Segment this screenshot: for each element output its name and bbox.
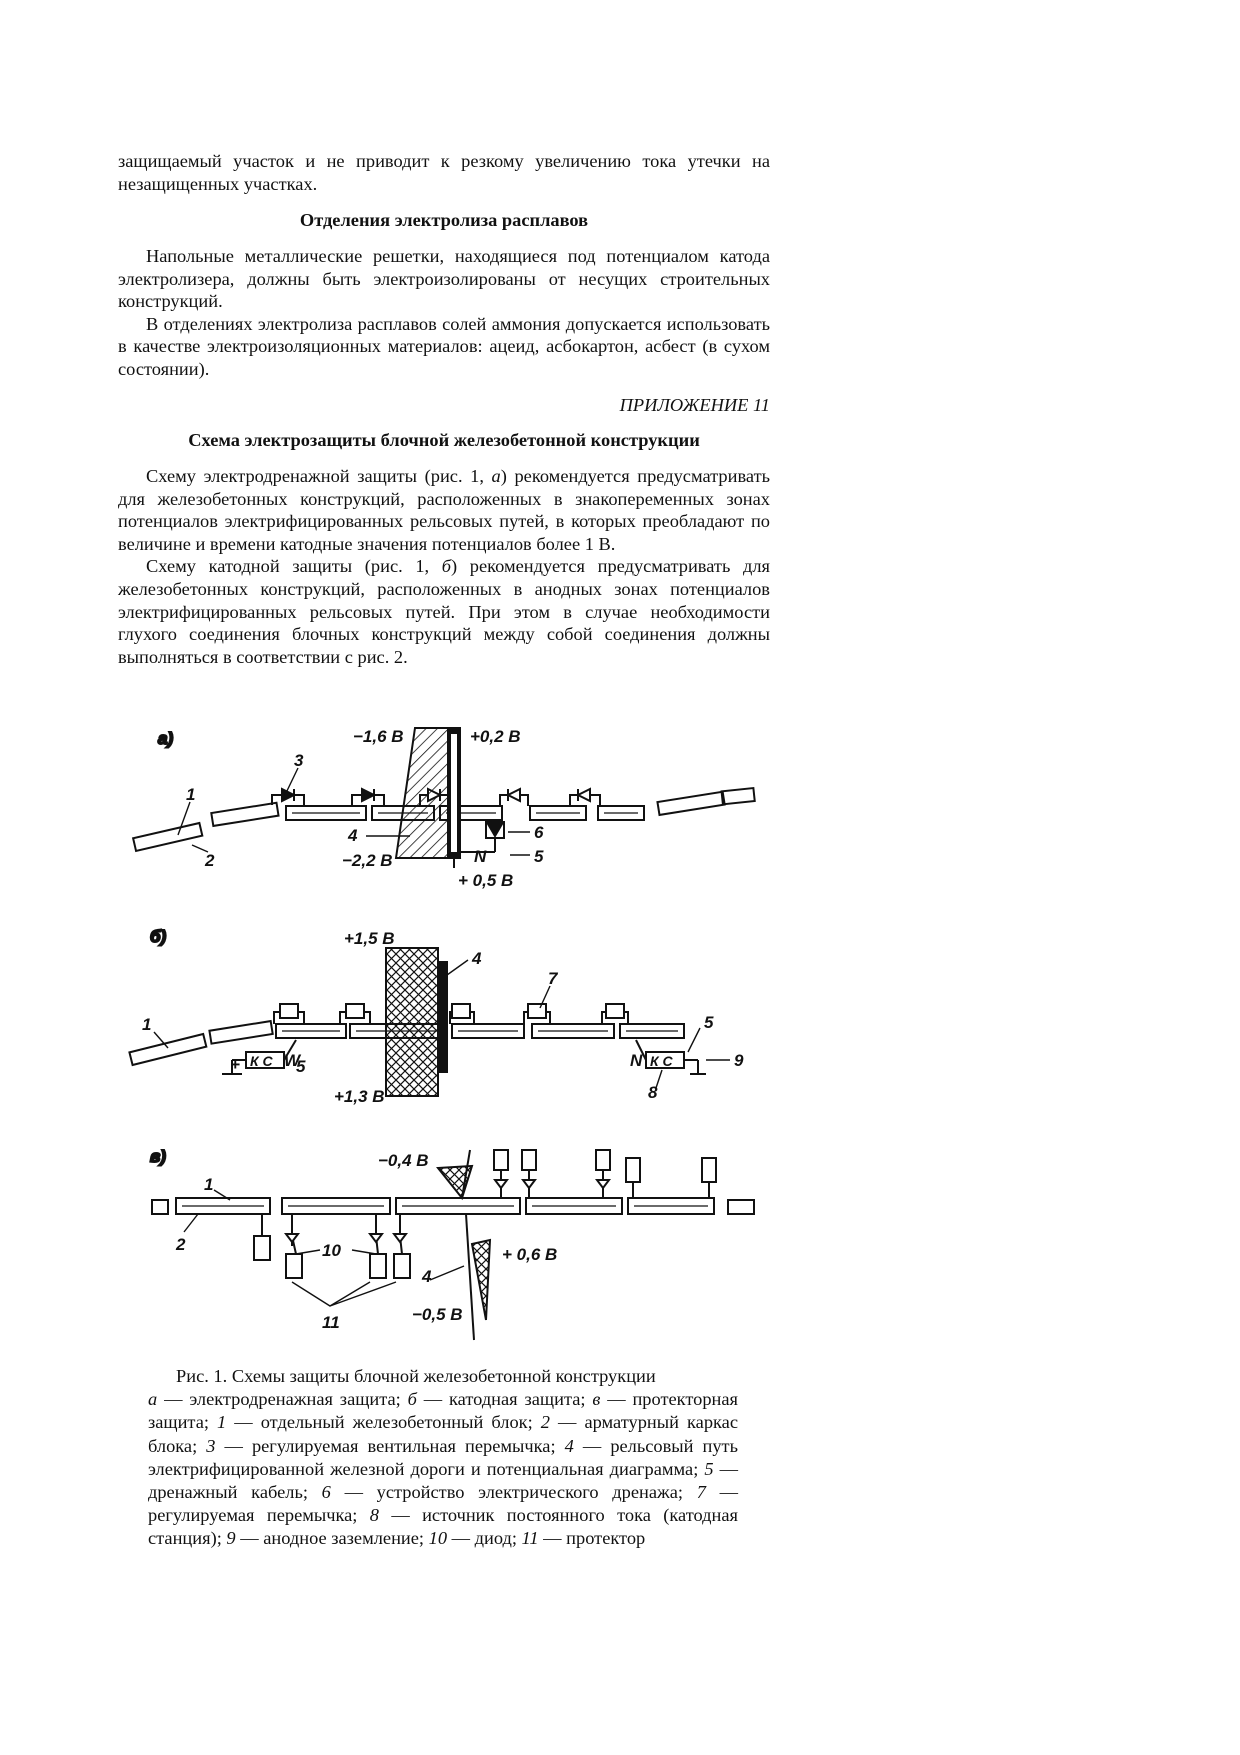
legend-key: 11 [521,1528,539,1549]
drain-text-2: ) рекомендуется предусматривать для железобетонных конструкций, расположенных в знакопеременных зонах потенциалов электрифицированных рельсовых путей, в которых преобладают по величине и времени катодные значения потенциалов более 1 В. [118,466,770,554]
legend-description: — анодное заземление; [235,1528,429,1549]
legend-description: — источник постоянного тока (катодная станция); [148,1505,738,1549]
callout-number: 6 [534,823,544,842]
callout-number: 1 [186,785,196,804]
callout-number: 5 [534,847,544,866]
scheme-c-labels [175,1151,557,1332]
scheme-c-label: в) [150,1147,166,1166]
block [133,823,202,851]
block [657,792,724,815]
legend-key: 9 [226,1528,236,1549]
caption-title: Рис. 1. Схемы защиты блочной железобетонной конструкции [176,1366,656,1386]
legend-key: 3 [206,1435,216,1456]
callout-number: 5 [296,1057,306,1076]
potential-label: + 0,5 В [458,871,514,890]
legend-description: — регулируемая перемычка; [148,1482,738,1526]
potential-label: +1,5 В [344,929,395,948]
cathodic-station-label: К С [250,1053,273,1069]
cathode-text-1: Схему катодной защиты (рис. 1, [146,556,442,577]
potential-label: −0,5 В [412,1305,463,1324]
potential-label: −2,2 В [342,851,393,870]
legend-description: — арматурный каркас блока; [148,1412,738,1456]
callout-number: 4 [348,826,358,845]
callout-number: 2 [205,851,215,870]
legend-description: — рельсовый путь электрифицированной железной дороги и потенциальная диаграмма; [148,1435,738,1479]
scheme-a-label: а) [158,729,174,748]
callout-number: 8 [648,1083,658,1102]
figure-caption [148,1365,738,1551]
callout-letter: W [284,1051,301,1070]
callout-letter: N [474,847,487,866]
block [129,1034,206,1065]
heading-melts: Отделения электролиза расплавов [299,210,589,230]
legend-description: — дренажный кабель; [148,1458,738,1503]
callout-number: 3 [294,751,304,770]
cathode-letter: б [441,556,452,577]
paragraph-ammonium: В отделениях электролиза расплавов солей аммония допускается использовать в качестве электроизоляционных материалов: ацеид, асбокартон, асбест (в сухом состоянии). [118,313,770,379]
appendix-label: ПРИЛОЖЕНИЕ 11 [619,395,770,415]
scheme-b [129,927,730,1096]
drain-letter: а [491,466,501,486]
block [722,788,755,804]
callout-number: 7 [548,969,558,988]
legend-key: 8 [369,1505,379,1526]
legend-key: 5 [704,1458,714,1479]
potential-label: +1,3 В [334,1087,385,1106]
legend-description: — протектор [538,1528,646,1549]
intro-continuation: защищаемый участок и не приводит к резкому увеличению тока утечки на незащищенных участках. [118,151,770,194]
legend-description: — регулируемая вентильная перемычка; [215,1435,565,1456]
legend-key: 1 [217,1412,227,1433]
callout-number: 4 [422,1267,432,1286]
legend-key: 7 [696,1482,706,1503]
cathode-text-2: ) рекомендуется предусматривать для железобетонных конструкций, расположенных в анодных зонах потенциалов электрифицированных рельсовых путей. При этом в случае необходимости глухого соединения блочных конструкций между собой соединения должны выполняться в соответствии с рис. 2. [118,556,770,667]
legend-description: — отдельный железобетонный блок; [226,1412,541,1433]
polarity-sign: + [230,1055,240,1074]
legend-key: 6 [321,1482,331,1503]
cathodic-station-label: К С [650,1053,673,1069]
block [209,1021,272,1044]
potential-label: + 0,6 В [502,1245,558,1264]
scheme-a [133,728,755,868]
callout-number: 4 [472,949,482,968]
callout-number: 10 [322,1241,341,1260]
heading-scheme: Схема электрозащиты блочной железобетонной конструкции [188,430,700,450]
callout-number: 11 [322,1313,340,1332]
legend-description: — протекторная защита; [148,1389,738,1433]
block [211,803,278,826]
legend-description: — катодная защита; [416,1389,593,1410]
callout-number: 9 [734,1051,744,1070]
paragraph-grates: Напольные металлические решетки, находящиеся под потенциалом катода электролизера, должны быть электроизолированы от несущих строительных конструкций. [118,246,770,312]
potential-label: −0,4 В [378,1151,429,1170]
legend-key: 4 [564,1435,574,1456]
legend-description: — устройство электрического дренажа; [330,1482,697,1503]
callout-letter: N [630,1051,643,1070]
legend-key: 10 [428,1528,448,1549]
legend-key: 2 [540,1412,550,1433]
caption-legend [148,1388,738,1550]
callout-number: 2 [176,1235,186,1254]
callout-number: 1 [204,1175,214,1194]
callout-number: 5 [704,1013,714,1032]
scheme-b-label: б) [150,927,167,946]
legend-key: б [407,1389,417,1410]
legend-key: а [148,1389,158,1410]
callout-number: 1 [142,1015,152,1034]
legend-key: в [592,1389,601,1410]
potential-label: +0,2 В [470,727,521,746]
drain-text-1: Схему электродренажной защиты (рис. 1, [146,466,492,486]
potential-label: −1,6 В [353,727,404,746]
legend-description: — электродренажная защита; [157,1389,408,1410]
legend-description: — диод; [447,1528,522,1549]
